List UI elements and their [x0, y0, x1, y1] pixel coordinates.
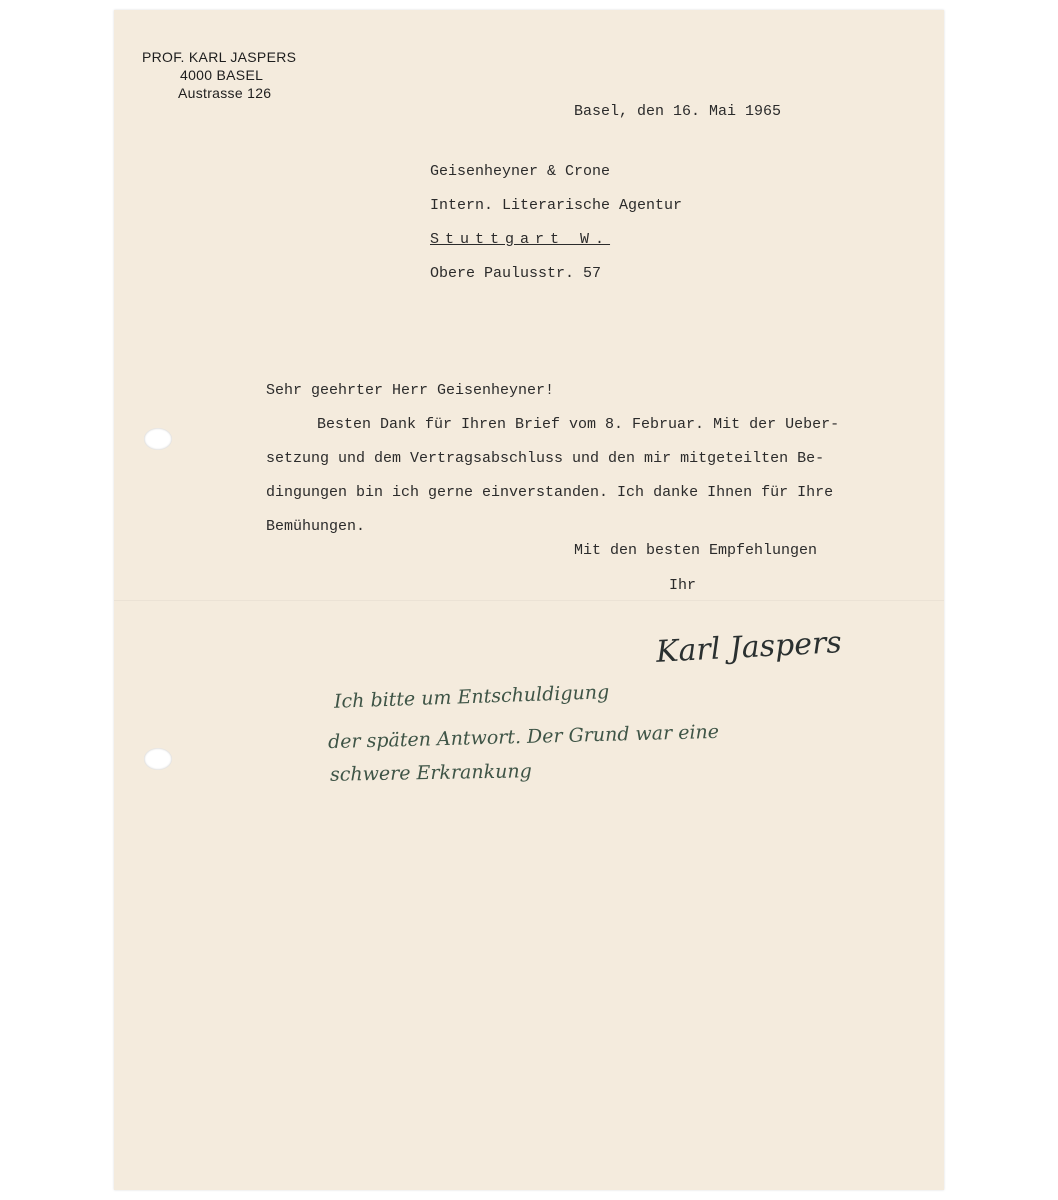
handwritten-note-line-2: der späten Antwort. Der Grund war eine	[327, 720, 720, 754]
punch-hole-top	[144, 428, 172, 450]
recipient-line-1: Geisenheyner & Crone	[430, 163, 611, 180]
fold-line	[114, 600, 944, 601]
letter-date: Basel, den 16. Mai 1965	[574, 103, 782, 120]
letterhead-city: 4000 BASEL	[180, 67, 264, 83]
punch-hole-bottom	[144, 748, 172, 770]
closing-line-2: Ihr	[669, 577, 697, 594]
handwritten-note-line-1: Ich bitte um Entschuldigung	[333, 681, 610, 713]
salutation: Sehr geehrter Herr Geisenheyner!	[266, 382, 555, 399]
body-line-3: dingungen bin ich gerne einverstanden. Ich danke Ihnen für Ihre	[266, 484, 834, 501]
letterhead-name: PROF. KARL JASPERS	[142, 49, 297, 65]
recipient-line-3: Stuttgart W.	[430, 231, 611, 248]
letter-page	[114, 10, 944, 1190]
letterhead-street: Austrasse 126	[178, 85, 272, 101]
letterhead	[142, 48, 296, 102]
recipient-line-4: Obere Paulusstr. 57	[430, 265, 602, 282]
recipient-line-2: Intern. Literarische Agentur	[430, 197, 683, 214]
handwritten-note-line-3: schwere Erkrankung	[329, 760, 532, 786]
closing-line-1: Mit den besten Empfehlungen	[574, 542, 818, 559]
body-line-2: setzung und dem Vertragsabschluss und den mir mitgeteilten Be-	[266, 450, 825, 467]
body-line-1: Besten Dank für Ihren Brief vom 8. Februar. Mit der Ueber-	[317, 416, 840, 433]
body-line-4: Bemühungen.	[266, 518, 366, 535]
handwritten-signature: Karl Jaspers	[655, 625, 843, 670]
